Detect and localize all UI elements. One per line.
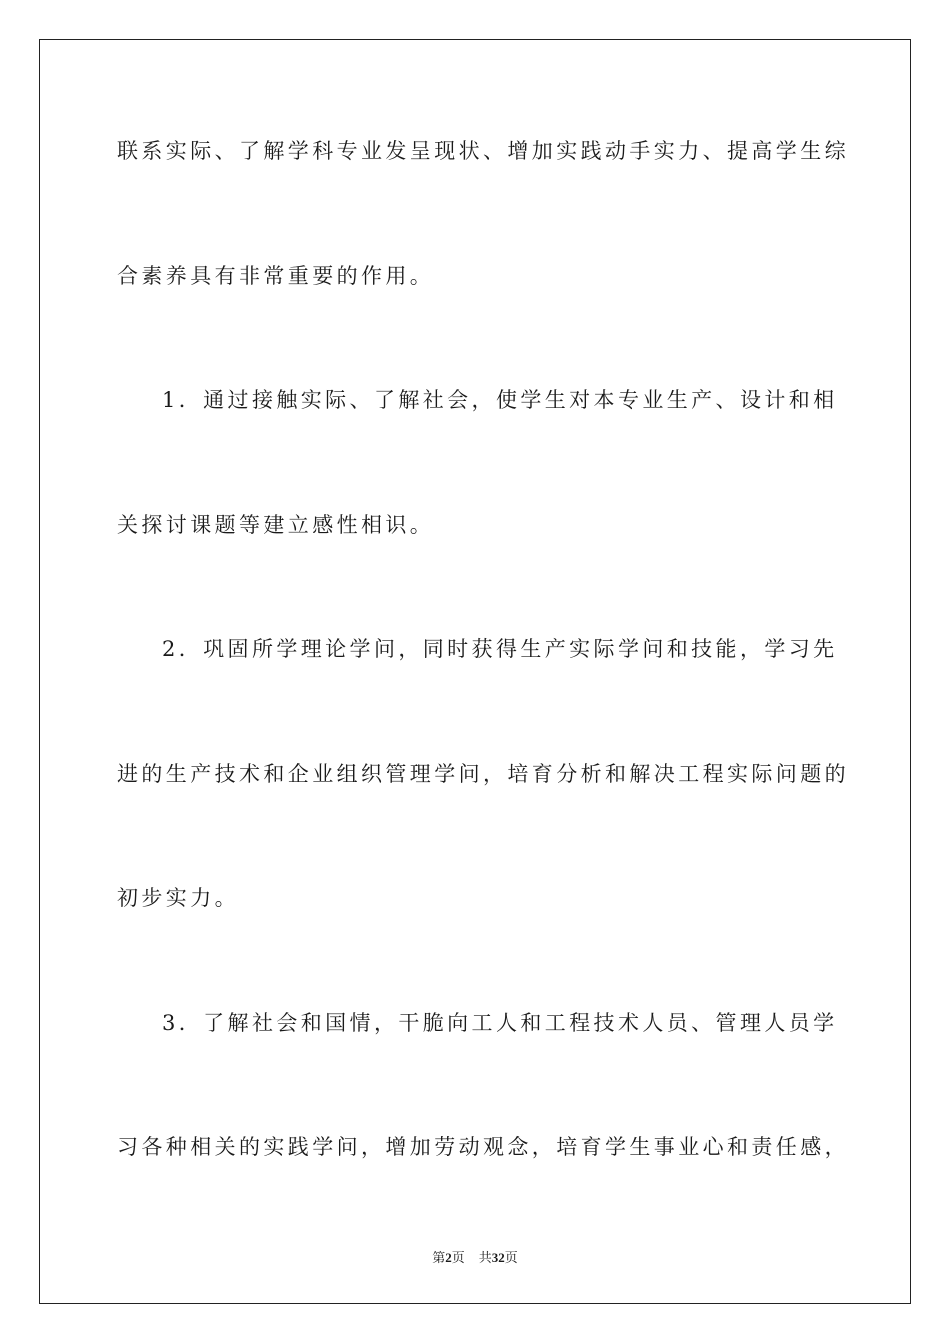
page-footer	[0, 1249, 950, 1268]
body-line-9: 习各种相关的实践学问，增加劳动观念，培育学生事业心和责任感，	[117, 1135, 849, 1159]
body-line-5: 2．巩固所学理论学问，同时获得生产实际学问和技能，学习先	[162, 637, 838, 661]
body-line-2: 合素养具有非常重要的作用。	[117, 264, 435, 288]
footer-total-prefix: 共	[478, 1251, 492, 1266]
footer-page-suffix: 页	[451, 1251, 465, 1266]
footer-total-pages: 32	[491, 1250, 505, 1265]
body-line-3: 1．通过接触实际、了解社会，使学生对本专业生产、设计和相	[162, 388, 838, 412]
body-line-6: 进的生产技术和企业组织管理学问，培育分析和解决工程实际问题的	[117, 762, 849, 786]
footer-page-number: 2	[445, 1250, 452, 1265]
page-border	[39, 39, 911, 1304]
footer-total-suffix: 页	[504, 1251, 518, 1266]
body-line-4: 关探讨课题等建立感性相识。	[117, 513, 435, 537]
body-line-7: 初步实力。	[117, 886, 239, 910]
footer-page-prefix: 第	[432, 1251, 446, 1266]
body-line-1: 联系实际、了解学科专业发呈现状、增加实践动手实力、提高学生综	[117, 139, 849, 163]
body-line-8: 3．了解社会和国情，干脆向工人和工程技术人员、管理人员学	[162, 1011, 838, 1035]
